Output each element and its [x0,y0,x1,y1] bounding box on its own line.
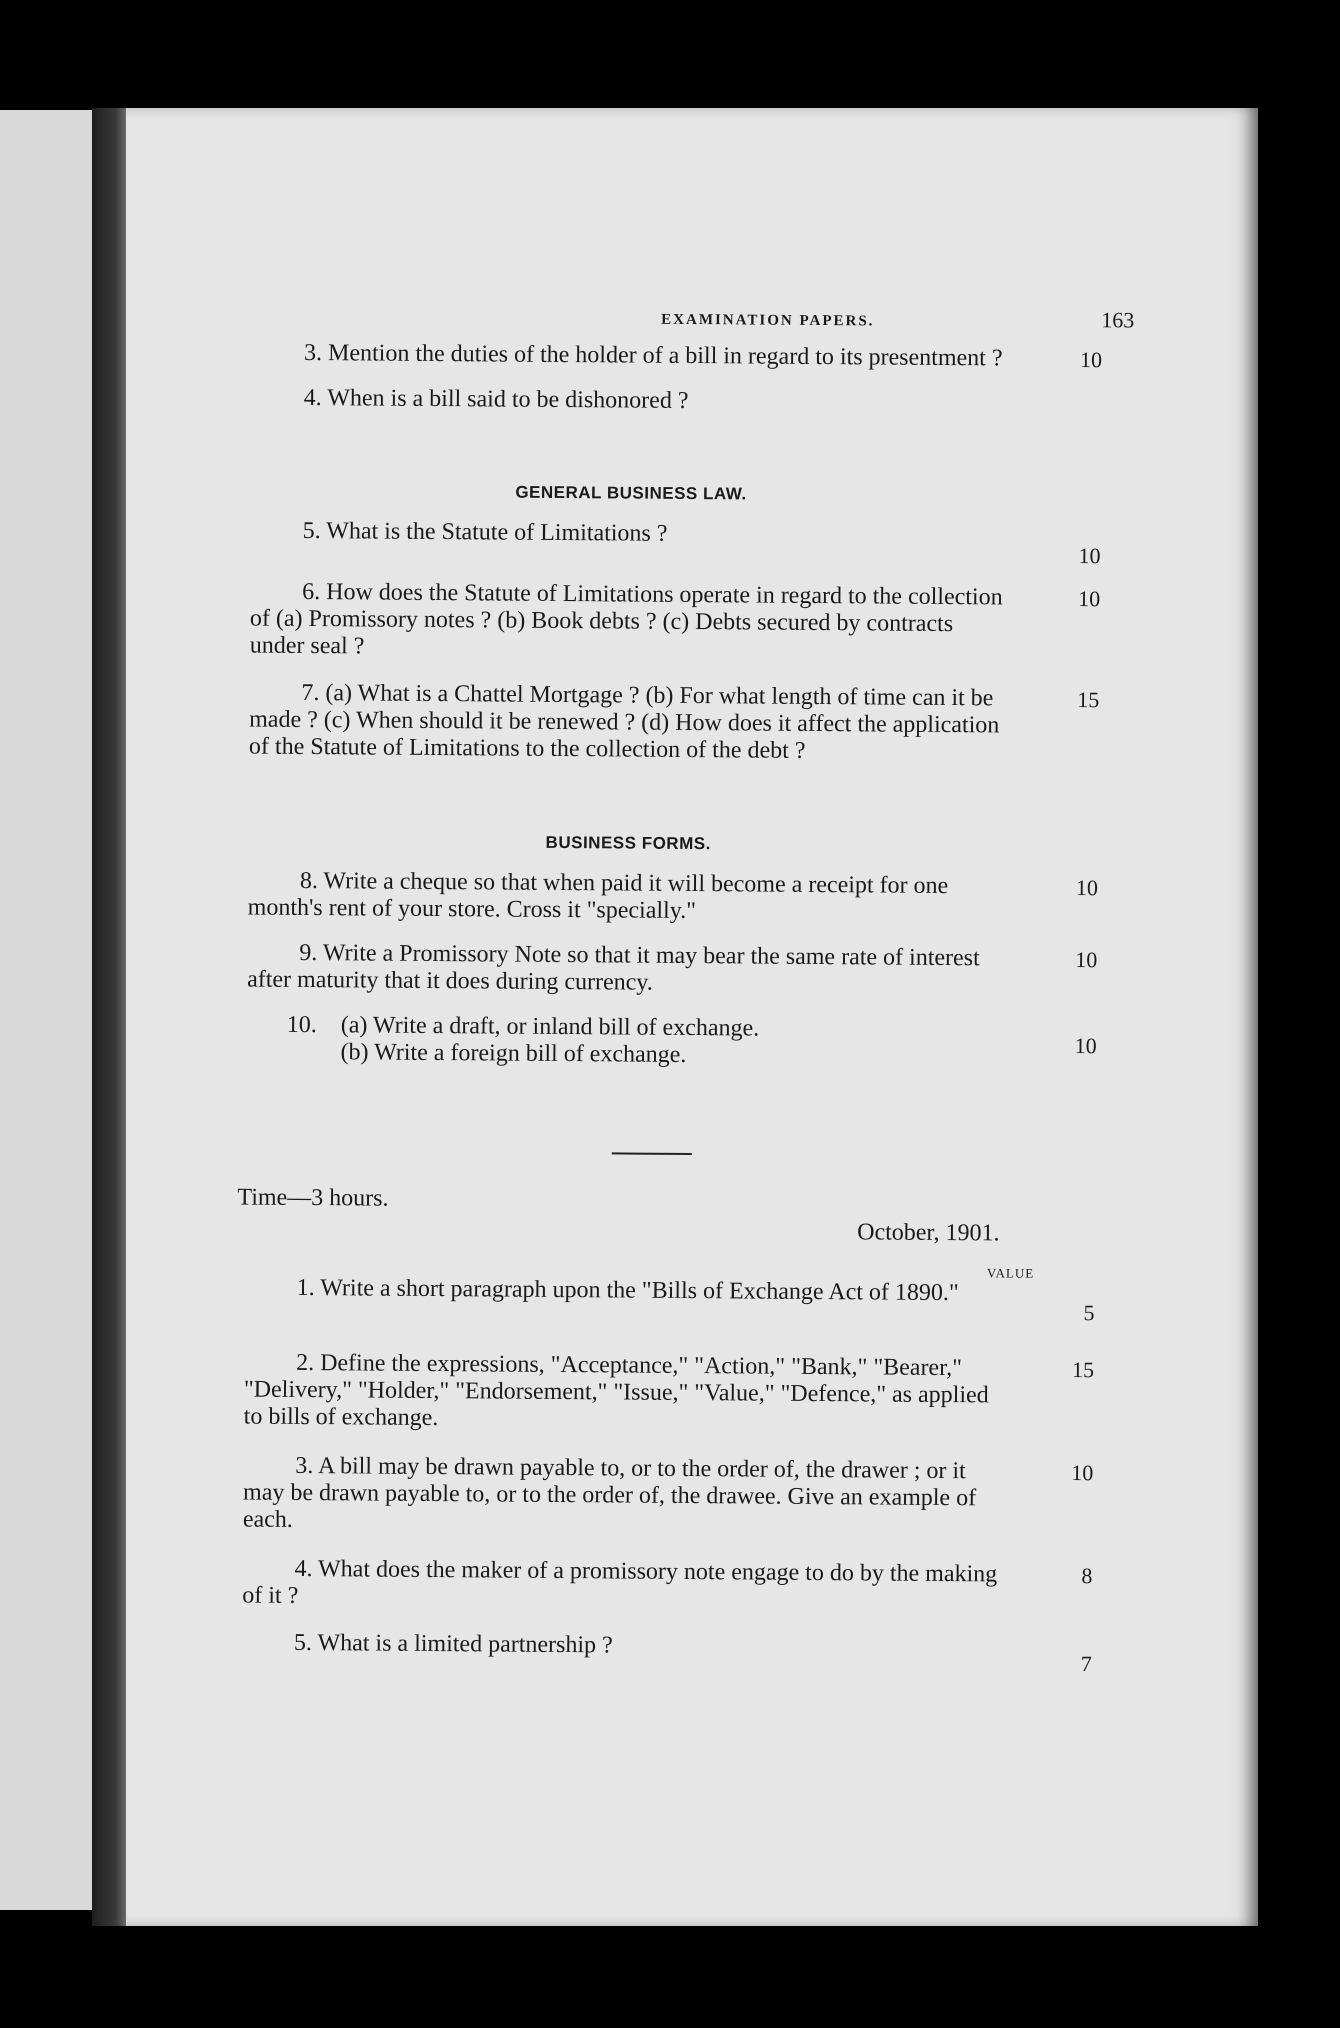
running-head [374,302,1134,334]
question-text: (a) Write a draft, or inland bill of exchange. [340,1012,760,1042]
section-heading: GENERAL BUSINESS LAW. [515,482,747,504]
question-item [248,868,1128,929]
question-value: 10 [1079,347,1103,373]
question-item [244,1350,1125,1438]
question-text: 3. Mention the duties of the holder of a bill in regard to its presentment ? [303,339,1003,372]
question-text: 8. Write a cheque so that when paid it will become a receipt for one month's rent of your store. Cross it "specially." [247,867,949,925]
question-value [1012,391,1102,392]
question-item [243,1453,1124,1541]
question-value: 15 [1077,687,1100,713]
question-item [250,518,1130,570]
question-value: 8 [1081,1563,1093,1589]
question-value: 15 [1072,1357,1095,1383]
section-business-forms [246,827,1128,1073]
question-group-second-paper [242,1275,1125,1678]
value-column-heading: VALUE [986,1265,1035,1281]
question-group-bills [252,340,1133,419]
question-text: (b) Write a foreign bill of exchange. [340,1039,687,1068]
question-value: 10 [1074,1033,1097,1059]
question-item [252,385,1132,419]
question-value: 10 [1078,543,1101,569]
question-item [242,1556,1122,1617]
question-value: 10 [1075,875,1098,901]
question-text: 5. What is a limited partnership ? [293,1629,613,1659]
question-text: 2. Define the expressions, "Acceptance," "Action," "Bank," "Bearer," "Delivery," "Holder," "Endorsement," "Issue," "Value," "Defence," as applied to bills of exchange. [243,1349,989,1432]
question-value: 10 [1078,586,1101,612]
paper-date: October, 1901. [857,1219,1000,1247]
question-item [244,1275,1124,1327]
question-item [252,340,1132,374]
question-value: 10 [1071,1460,1094,1486]
time-allowed: Time—3 hours. [237,1184,389,1212]
question-text: 1. Write a short paragraph upon the "Bills of Exchange Act of 1890." [296,1274,959,1307]
scanned-page [126,108,1258,1926]
question-text: 7. (a) What is a Chattel Mortgage ? (b) For what length of time can it be made ? (c) When should it be renewed ? (d) How does it affect the application of the Statute of Limitations to the collection of the debt ? [248,679,1000,764]
question-text: 9. Write a Promissory Note so that it may bear the same rate of interest after maturity that it does during currency. [247,939,980,996]
question-text: 3. A bill may be drawn payable to, or to the order of, the drawer ; or it may be drawn payable to, or to the order of, the drawee. Give an example of each. [242,1452,977,1533]
question-text: 4. When is a bill said to be dishonored ? [303,384,689,414]
section-divider [612,1152,692,1155]
question-item [250,579,1131,667]
question-number: 10. [286,1011,317,1039]
sub-question [246,1039,1006,1072]
question-item [249,680,1130,768]
question-item [247,940,1127,1001]
question-value: 5 [1083,1300,1095,1326]
section-heading: BUSINESS FORMS. [545,832,711,854]
question-text: 6. How does the Statute of Limitations operate in regard to the collection of (a) Promissory notes ? (b) Book debts ? (c) Debts secured by contracts under seal ? [249,578,1003,660]
facing-page-edge [0,110,92,1910]
section-general-business-law [249,477,1131,768]
page-content [112,104,1258,1931]
question-value: 7 [1080,1651,1092,1677]
question-item [246,1012,1126,1073]
question-text: 4. What does the maker of a promissory note engage to do by the making of it ? [242,1555,998,1609]
question-value: 10 [1075,947,1098,973]
page-number: 163 [1101,307,1135,333]
running-title: EXAMINATION PAPERS. [661,311,875,330]
question-item [242,1630,1122,1678]
question-text: 5. What is the Statute of Limitations ? [302,517,668,547]
